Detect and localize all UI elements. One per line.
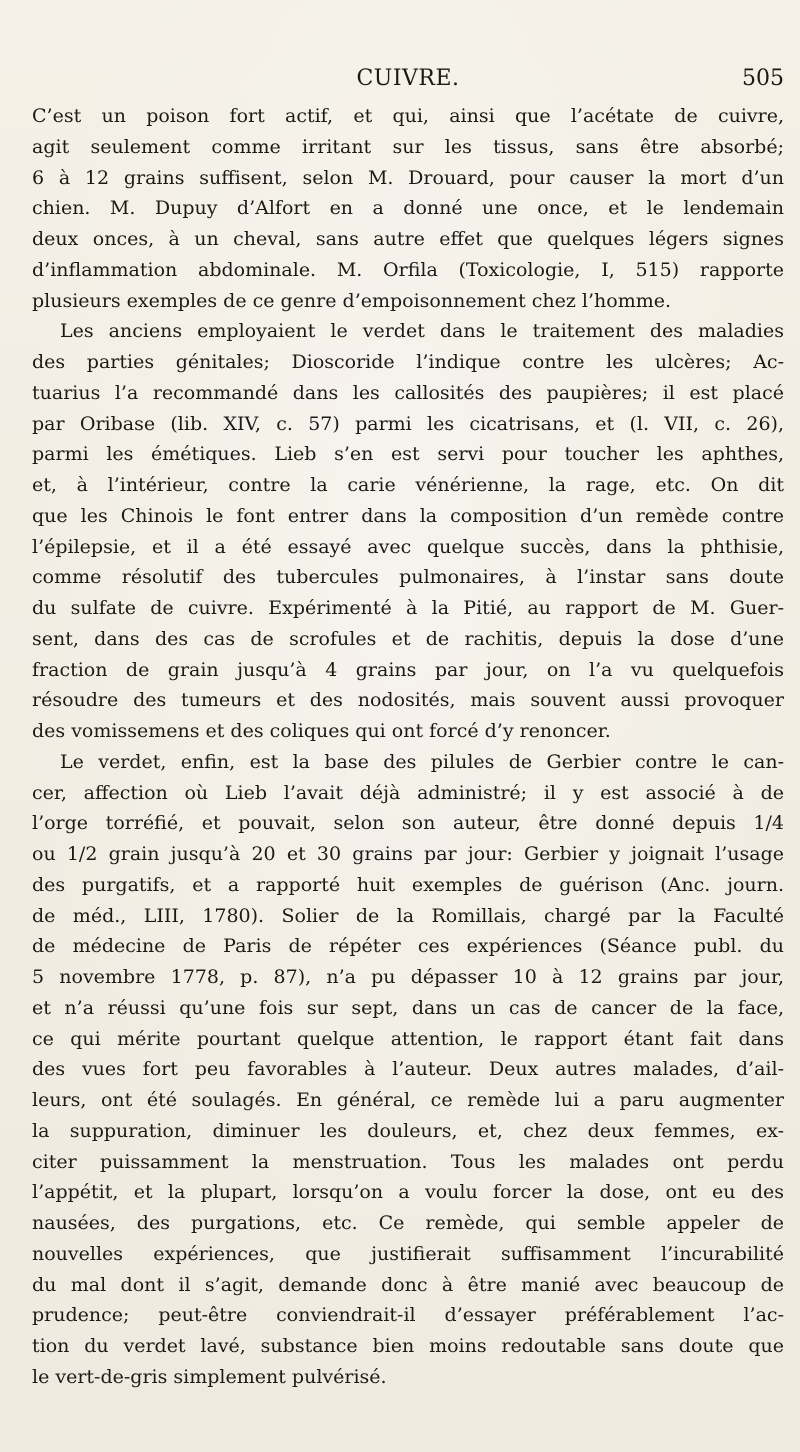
running-head-title: CUIVRE. bbox=[356, 66, 460, 91]
text-line: C’est un poison fort actif, et qui, ainsi que l’acétate de cuivre, bbox=[32, 105, 784, 127]
text-line: ou 1/2 grain jusqu’à 20 et 30 grains par jour: Gerbier y joignait l’usage bbox=[32, 843, 784, 865]
text-line: et n’a réussi qu’une fois sur sept, dans un cas de cancer de la face, bbox=[32, 996, 784, 1019]
text-line: Les anciens employaient le verdet dans le traitement des maladies bbox=[60, 320, 784, 343]
text-line: que les Chinois le font entrer dans la composition d’un remède contre bbox=[32, 504, 784, 527]
text-line: cer, affection où Lieb l’avait déjà administré; il y est associé à de bbox=[32, 781, 784, 804]
text-line: l’orge torréfié, et pouvait, selon son auteur, être donné depuis 1/4 bbox=[32, 812, 784, 835]
text-line: l’épilepsie, et il a été essayé avec quelque succès, dans la phthisie, bbox=[32, 535, 784, 558]
text-line: la suppuration, diminuer les douleurs, et, chez deux femmes, ex- bbox=[32, 1119, 784, 1142]
page-number: 505 bbox=[742, 66, 784, 91]
text-line: comme résolutif des tubercules pulmonaires, à l’instar sans doute bbox=[32, 566, 784, 589]
text-line: 5 novembre 1778, p. 87), n’a pu dépasser 10 à 12 grains par jour, bbox=[32, 966, 784, 988]
text-line: Le verdet, enfin, est la base des pilules de Gerbier contre le can- bbox=[60, 750, 784, 773]
body-text bbox=[32, 101, 784, 1393]
text-line: agit seulement comme irritant sur les tissus, sans être absorbé; bbox=[32, 135, 784, 158]
text-line: tion du verdet lavé, substance bien moins redoutable sans doute que bbox=[32, 1335, 784, 1357]
text-line: nouvelles expériences, que justifierait suffisamment l’incurabilité bbox=[32, 1242, 784, 1265]
text-line: chien. M. Dupuy d’Alfort en a donné une once, et le lendemain bbox=[32, 197, 784, 220]
text-line: le vert-de-gris simplement pulvérisé. bbox=[32, 1365, 387, 1388]
text-line: et, à l’intérieur, contre la carie vénérienne, la rage, etc. On dit bbox=[32, 474, 784, 496]
text-line: d’inflammation abdominale. M. Orfila (Toxicologie, I, 515) rapporte bbox=[32, 258, 784, 281]
text-line: des vues fort peu favorables à l’auteur. Deux autres malades, d’ail- bbox=[32, 1058, 784, 1081]
text-line: fraction de grain jusqu’à 4 grains par jour, on l’a vu quelquefois bbox=[32, 658, 784, 681]
text-line: nausées, des purgations, etc. Ce remède, qui semble appeler de bbox=[32, 1212, 784, 1234]
text-line: des parties génitales; Dioscoride l’indique contre les ulcères; Ac- bbox=[32, 351, 784, 373]
text-line: de médecine de Paris de répéter ces expériences (Séance publ. du bbox=[32, 935, 784, 958]
running-head bbox=[32, 66, 784, 96]
text-line: citer puissamment la menstruation. Tous les malades ont perdu bbox=[32, 1150, 784, 1173]
text-line: sent, dans des cas de scrofules et de rachitis, depuis la dose d’une bbox=[32, 627, 784, 650]
text-line: 6 à 12 grains suffisent, selon M. Drouard, pour causer la mort d’un bbox=[32, 166, 784, 189]
text-line: des vomissemens et des coliques qui ont forcé d’y renoncer. bbox=[32, 720, 611, 742]
text-line: des purgatifs, et a rapporté huit exemples de guérison (Anc. journ. bbox=[32, 873, 784, 896]
text-line: résoudre des tumeurs et des nodosités, mais souvent aussi provoquer bbox=[32, 689, 784, 712]
text-line: deux onces, à un cheval, sans autre effet que quelques légers signes bbox=[32, 228, 784, 250]
text-line: l’appétit, et la plupart, lorsqu’on a voulu forcer la dose, ont eu des bbox=[32, 1181, 784, 1204]
text-line: de méd., LIII, 1780). Solier de la Romillais, chargé par la Faculté bbox=[32, 904, 784, 927]
text-line: du mal dont il s’agit, demande donc à être manié avec beaucoup de bbox=[32, 1273, 784, 1296]
text-line: ce qui mérite pourtant quelque attention, le rapport étant fait dans bbox=[32, 1027, 784, 1050]
text-line: tuarius l’a recommandé dans les callosités des paupières; il est placé bbox=[32, 381, 784, 404]
text-line: prudence; peut-être conviendrait-il d’essayer préférablement l’ac- bbox=[32, 1304, 784, 1327]
text-line: plusieurs exemples de ce genre d’empoisonnement chez l’homme. bbox=[32, 289, 672, 312]
text-line: par Oribase (lib. XIV, c. 57) parmi les cicatrisans, et (l. VII, c. 26), bbox=[32, 412, 784, 435]
text-line: du sulfate de cuivre. Expérimenté à la Pitié, au rapport de M. Guer- bbox=[32, 597, 784, 619]
text-line: leurs, ont été soulagés. En général, ce remède lui a paru augmenter bbox=[32, 1089, 784, 1111]
text-line: parmi les émétiques. Lieb s’en est servi pour toucher les aphthes, bbox=[32, 443, 784, 466]
